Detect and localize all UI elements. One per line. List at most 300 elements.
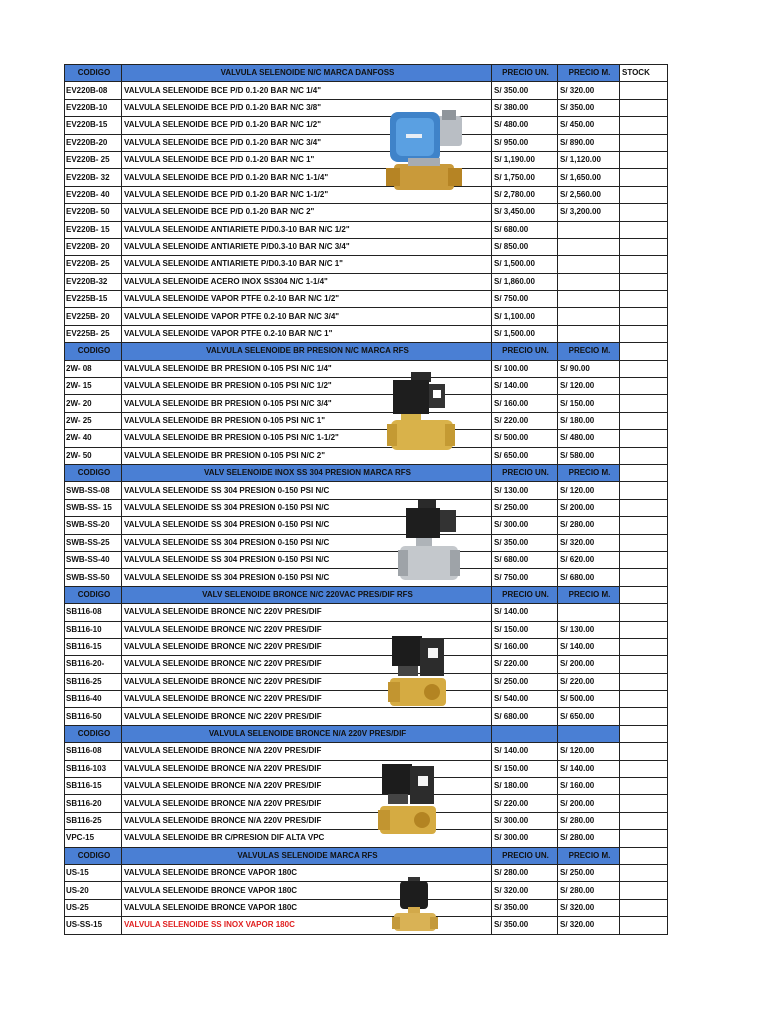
cell-code: SB116-20 bbox=[65, 795, 122, 812]
cell-price-bulk: S/ 500.00 bbox=[558, 691, 620, 708]
cell-description: VALVULA SELENOIDE VAPOR PTFE 0.2-10 BAR N/C 3/4" bbox=[122, 308, 492, 325]
cell-description: VALVULA SELENOIDE BRONCE N/A 220V PRES/DIF bbox=[122, 795, 492, 812]
section-title: VALV SELENOIDE INOX SS 304 PRESION MARCA RFS bbox=[122, 464, 492, 481]
cell-description: VALVULA SELENOIDE BRONCE N/C 220V PRES/DIF bbox=[122, 656, 492, 673]
cell-stock bbox=[620, 134, 668, 151]
cell-price-bulk: S/ 130.00 bbox=[558, 621, 620, 638]
cell-stock bbox=[620, 517, 668, 534]
cell-stock bbox=[620, 482, 668, 499]
cell-stock bbox=[620, 291, 668, 308]
cell-stock bbox=[620, 221, 668, 238]
section-header-row bbox=[65, 343, 668, 360]
table-row bbox=[65, 273, 668, 290]
cell-stock bbox=[620, 621, 668, 638]
cell-price-bulk: S/ 280.00 bbox=[558, 812, 620, 829]
cell-description: VALVULA SELENOIDE SS 304 PRESION 0-150 PSI N/C bbox=[122, 499, 492, 516]
cell-price-bulk bbox=[558, 256, 620, 273]
cell-stock bbox=[620, 691, 668, 708]
cell-code: EV220B- 20 bbox=[65, 238, 122, 255]
table-row bbox=[65, 291, 668, 308]
cell-code: SWB-SS-40 bbox=[65, 551, 122, 568]
cell-price-unit: S/ 750.00 bbox=[492, 569, 558, 586]
cell-code: EV220B-20 bbox=[65, 134, 122, 151]
cell-description: VALVULA SELENOIDE SS 304 PRESION 0-150 PSI N/C bbox=[122, 482, 492, 499]
cell-price-unit: S/ 250.00 bbox=[492, 673, 558, 690]
table-row bbox=[65, 656, 668, 673]
cell-code: VPC-15 bbox=[65, 830, 122, 847]
cell-description: VALVULA SELENOIDE BR PRESION 0-105 PSI N/C 1/2" bbox=[122, 378, 492, 395]
table-row bbox=[65, 864, 668, 881]
cell-code: EV220B- 32 bbox=[65, 169, 122, 186]
header-codigo: CODIGO bbox=[65, 847, 122, 864]
cell-price-bulk: S/ 480.00 bbox=[558, 430, 620, 447]
table-row bbox=[65, 604, 668, 621]
cell-price-bulk: S/ 320.00 bbox=[558, 917, 620, 934]
cell-price-unit: S/ 150.00 bbox=[492, 621, 558, 638]
cell-price-bulk bbox=[558, 238, 620, 255]
danfoss-valve-photo bbox=[386, 108, 466, 194]
header-precio-m: PRECIO M. bbox=[558, 464, 620, 481]
cell-description: VALVULA SELENOIDE SS 304 PRESION 0-150 PSI N/C bbox=[122, 569, 492, 586]
table-row bbox=[65, 99, 668, 116]
cell-price-unit: S/ 1,500.00 bbox=[492, 325, 558, 342]
cell-stock bbox=[620, 378, 668, 395]
table-row bbox=[65, 743, 668, 760]
section-header-row bbox=[65, 847, 668, 864]
cell-stock bbox=[620, 534, 668, 551]
cell-price-unit: S/ 1,860.00 bbox=[492, 273, 558, 290]
cell-price-bulk: S/ 120.00 bbox=[558, 743, 620, 760]
cell-stock bbox=[620, 882, 668, 899]
cell-code: EV220B-08 bbox=[65, 82, 122, 99]
cell-code: EV220B- 25 bbox=[65, 256, 122, 273]
table-row bbox=[65, 551, 668, 568]
cell-price-bulk bbox=[558, 291, 620, 308]
cell-price-unit: S/ 750.00 bbox=[492, 291, 558, 308]
cell-price-bulk: S/ 2,560.00 bbox=[558, 186, 620, 203]
table-row bbox=[65, 499, 668, 516]
header-codigo: CODIGO bbox=[65, 586, 122, 603]
table-row bbox=[65, 534, 668, 551]
table-row bbox=[65, 778, 668, 795]
table-row bbox=[65, 117, 668, 134]
cell-stock bbox=[620, 412, 668, 429]
cell-price-bulk: S/ 280.00 bbox=[558, 517, 620, 534]
cell-description: VALVULA SELENOIDE BRONCE N/A 220V PRES/DIF bbox=[122, 760, 492, 777]
cell-description: VALVULA SELENOIDE BR PRESION 0-105 PSI N/C 3/4" bbox=[122, 395, 492, 412]
header-codigo: CODIGO bbox=[65, 725, 122, 742]
cell-price-unit: S/ 1,750.00 bbox=[492, 169, 558, 186]
header-precio-m: PRECIO M. bbox=[558, 343, 620, 360]
header-precio-m: PRECIO M. bbox=[558, 847, 620, 864]
cell-code: SB116-08 bbox=[65, 604, 122, 621]
header-precio-m: PRECIO M. bbox=[558, 586, 620, 603]
header-stock bbox=[620, 464, 668, 481]
table-row bbox=[65, 447, 668, 464]
cell-description: VALVULA SELENOIDE BCE P/D 0.1-20 BAR N/C 1/4" bbox=[122, 82, 492, 99]
table-row bbox=[65, 812, 668, 829]
cell-price-bulk: S/ 1,120.00 bbox=[558, 151, 620, 168]
table-row bbox=[65, 308, 668, 325]
cell-price-bulk: S/ 650.00 bbox=[558, 708, 620, 725]
cell-code: 2W- 15 bbox=[65, 378, 122, 395]
cell-price-bulk bbox=[558, 325, 620, 342]
cell-price-unit: S/ 280.00 bbox=[492, 864, 558, 881]
cell-description: VALVULA SELENOIDE BRONCE N/C 220V PRES/DIF bbox=[122, 691, 492, 708]
cell-price-unit: S/ 3,450.00 bbox=[492, 204, 558, 221]
cell-code: SWB-SS-08 bbox=[65, 482, 122, 499]
header-precio-m bbox=[558, 725, 620, 742]
cell-stock bbox=[620, 395, 668, 412]
cell-price-unit: S/ 2,780.00 bbox=[492, 186, 558, 203]
cell-description: VALVULA SELENOIDE BR PRESION 0-105 PSI N/C 1" bbox=[122, 412, 492, 429]
cell-code: SB116-10 bbox=[65, 621, 122, 638]
header-precio-m: PRECIO M. bbox=[558, 65, 620, 82]
cell-stock bbox=[620, 430, 668, 447]
cell-price-bulk: S/ 180.00 bbox=[558, 412, 620, 429]
table-row bbox=[65, 238, 668, 255]
section-header-row bbox=[65, 586, 668, 603]
cell-price-unit: S/ 350.00 bbox=[492, 899, 558, 916]
cell-price-unit: S/ 320.00 bbox=[492, 882, 558, 899]
cell-price-unit: S/ 300.00 bbox=[492, 517, 558, 534]
cell-code: SB116-25 bbox=[65, 673, 122, 690]
cell-code: US-SS-15 bbox=[65, 917, 122, 934]
cell-code: EV220B- 40 bbox=[65, 186, 122, 203]
header-precio-un bbox=[492, 725, 558, 742]
cell-price-bulk: S/ 160.00 bbox=[558, 778, 620, 795]
header-stock: STOCK bbox=[620, 65, 668, 82]
cell-price-unit: S/ 480.00 bbox=[492, 117, 558, 134]
table-row bbox=[65, 691, 668, 708]
cell-description: VALVULA SELENOIDE VAPOR PTFE 0.2-10 BAR N/C 1/2" bbox=[122, 291, 492, 308]
header-codigo: CODIGO bbox=[65, 65, 122, 82]
cell-price-unit: S/ 1,190.00 bbox=[492, 151, 558, 168]
table-row bbox=[65, 395, 668, 412]
cell-code: 2W- 25 bbox=[65, 412, 122, 429]
cell-description: VALVULA SELENOIDE SS INOX VAPOR 180C bbox=[122, 917, 492, 934]
cell-stock bbox=[620, 308, 668, 325]
cell-stock bbox=[620, 917, 668, 934]
section-title: VALVULAS SELENOIDE MARCA RFS bbox=[122, 847, 492, 864]
cell-price-bulk bbox=[558, 221, 620, 238]
cell-description: VALVULA SELENOIDE BR C/PRESION DIF ALTA VPC bbox=[122, 830, 492, 847]
cell-description: VALVULA SELENOIDE BRONCE N/C 220V PRES/DIF bbox=[122, 638, 492, 655]
cell-stock bbox=[620, 186, 668, 203]
cell-description: VALVULA SELENOIDE BCE P/D 0.1-20 BAR N/C 3/8" bbox=[122, 99, 492, 116]
brass-valve-photo bbox=[385, 370, 457, 454]
cell-price-bulk: S/ 890.00 bbox=[558, 134, 620, 151]
cell-description: VALVULA SELENOIDE BCE P/D 0.1-20 BAR N/C 1/2" bbox=[122, 117, 492, 134]
cell-stock bbox=[620, 99, 668, 116]
cell-code: EV220B-32 bbox=[65, 273, 122, 290]
cell-description: VALVULA SELENOIDE ANTIARIETE P/D0.3-10 BAR N/C 3/4" bbox=[122, 238, 492, 255]
table-row bbox=[65, 517, 668, 534]
cell-stock bbox=[620, 638, 668, 655]
cell-price-unit: S/ 180.00 bbox=[492, 778, 558, 795]
cell-code: SWB-SS-50 bbox=[65, 569, 122, 586]
section-title: VALVULA SELENOIDE N/C MARCA DANFOSS bbox=[122, 65, 492, 82]
cell-code: 2W- 40 bbox=[65, 430, 122, 447]
cell-price-bulk: S/ 200.00 bbox=[558, 656, 620, 673]
cell-description: VALVULA SELENOIDE BCE P/D 0.1-20 BAR N/C 1-1/2" bbox=[122, 186, 492, 203]
cell-price-bulk: S/ 150.00 bbox=[558, 395, 620, 412]
cell-price-bulk: S/ 3,200.00 bbox=[558, 204, 620, 221]
cell-price-unit: S/ 160.00 bbox=[492, 638, 558, 655]
cell-code: US-20 bbox=[65, 882, 122, 899]
cell-code: SB116-15 bbox=[65, 638, 122, 655]
table-row bbox=[65, 360, 668, 377]
table-row bbox=[65, 134, 668, 151]
table-row bbox=[65, 325, 668, 342]
table-row bbox=[65, 221, 668, 238]
cell-description: VALVULA SELENOIDE BR PRESION 0-105 PSI N/C 1/4" bbox=[122, 360, 492, 377]
cell-price-bulk: S/ 620.00 bbox=[558, 551, 620, 568]
cell-price-bulk: S/ 350.00 bbox=[558, 99, 620, 116]
table-row bbox=[65, 256, 668, 273]
cell-price-bulk: S/ 250.00 bbox=[558, 864, 620, 881]
cell-price-bulk bbox=[558, 308, 620, 325]
brass-nc-valve-photo bbox=[388, 634, 450, 712]
cell-code: SB116-15 bbox=[65, 778, 122, 795]
cell-code: 2W- 08 bbox=[65, 360, 122, 377]
table-row bbox=[65, 638, 668, 655]
cell-code: SWB-SS- 15 bbox=[65, 499, 122, 516]
cell-price-unit: S/ 1,500.00 bbox=[492, 256, 558, 273]
cell-stock bbox=[620, 743, 668, 760]
cell-price-bulk: S/ 120.00 bbox=[558, 482, 620, 499]
cell-price-unit: S/ 300.00 bbox=[492, 830, 558, 847]
cell-description: VALVULA SELENOIDE BRONCE N/A 220V PRES/DIF bbox=[122, 778, 492, 795]
table-row bbox=[65, 204, 668, 221]
brass-na-valve-photo bbox=[378, 762, 440, 840]
cell-price-unit: S/ 380.00 bbox=[492, 99, 558, 116]
cell-price-unit: S/ 680.00 bbox=[492, 708, 558, 725]
header-precio-un: PRECIO UN. bbox=[492, 343, 558, 360]
cell-price-bulk: S/ 320.00 bbox=[558, 899, 620, 916]
cell-code: 2W- 20 bbox=[65, 395, 122, 412]
cell-code: SB116-40 bbox=[65, 691, 122, 708]
cell-description: VALVULA SELENOIDE BRONCE N/C 220V PRES/DIF bbox=[122, 708, 492, 725]
cell-description: VALVULA SELENOIDE BCE P/D 0.1-20 BAR N/C 1" bbox=[122, 151, 492, 168]
table-row bbox=[65, 378, 668, 395]
table-row bbox=[65, 795, 668, 812]
cell-description: VALVULA SELENOIDE BRONCE VAPOR 180C bbox=[122, 899, 492, 916]
cell-description: VALVULA SELENOIDE SS 304 PRESION 0-150 PSI N/C bbox=[122, 534, 492, 551]
cell-code: EV220B- 50 bbox=[65, 204, 122, 221]
cell-price-unit: S/ 130.00 bbox=[492, 482, 558, 499]
cell-description: VALVULA SELENOIDE BRONCE N/C 220V PRES/DIF bbox=[122, 604, 492, 621]
cell-description: VALVULA SELENOIDE SS 304 PRESION 0-150 PSI N/C bbox=[122, 517, 492, 534]
cell-code: EV225B- 25 bbox=[65, 325, 122, 342]
cell-price-bulk: S/ 320.00 bbox=[558, 82, 620, 99]
cell-price-bulk: S/ 140.00 bbox=[558, 760, 620, 777]
cell-stock bbox=[620, 899, 668, 916]
cell-price-unit: S/ 250.00 bbox=[492, 499, 558, 516]
cell-price-unit: S/ 680.00 bbox=[492, 551, 558, 568]
header-precio-un: PRECIO UN. bbox=[492, 464, 558, 481]
cell-description: VALVULA SELENOIDE BCE P/D 0.1-20 BAR N/C 3/4" bbox=[122, 134, 492, 151]
stainless-valve-photo bbox=[398, 500, 460, 584]
cell-price-unit: S/ 300.00 bbox=[492, 812, 558, 829]
section-header-row bbox=[65, 65, 668, 82]
cell-description: VALVULA SELENOIDE BR PRESION 0-105 PSI N/C 1-1/2" bbox=[122, 430, 492, 447]
section-header-row bbox=[65, 725, 668, 742]
cell-price-unit: S/ 150.00 bbox=[492, 760, 558, 777]
header-precio-un: PRECIO UN. bbox=[492, 586, 558, 603]
cell-price-bulk: S/ 120.00 bbox=[558, 378, 620, 395]
cell-code: EV220B- 15 bbox=[65, 221, 122, 238]
cell-stock bbox=[620, 238, 668, 255]
cell-price-unit: S/ 350.00 bbox=[492, 917, 558, 934]
table-row bbox=[65, 830, 668, 847]
cell-price-bulk: S/ 90.00 bbox=[558, 360, 620, 377]
cell-price-unit: S/ 220.00 bbox=[492, 795, 558, 812]
cell-code: SB116-25 bbox=[65, 812, 122, 829]
cell-price-bulk: S/ 200.00 bbox=[558, 795, 620, 812]
cell-price-bulk: S/ 320.00 bbox=[558, 534, 620, 551]
table-row bbox=[65, 569, 668, 586]
cell-stock bbox=[620, 760, 668, 777]
cell-code: US-15 bbox=[65, 864, 122, 881]
cell-price-unit: S/ 220.00 bbox=[492, 412, 558, 429]
cell-price-unit: S/ 140.00 bbox=[492, 604, 558, 621]
cell-stock bbox=[620, 273, 668, 290]
cell-description: VALVULA SELENOIDE ANTIARIETE P/D0.3-10 BAR N/C 1/2" bbox=[122, 221, 492, 238]
cell-stock bbox=[620, 117, 668, 134]
cell-price-unit: S/ 850.00 bbox=[492, 238, 558, 255]
cell-code: EV220B-15 bbox=[65, 117, 122, 134]
table-row bbox=[65, 186, 668, 203]
table-row bbox=[65, 882, 668, 899]
cell-stock bbox=[620, 447, 668, 464]
table-row bbox=[65, 917, 668, 934]
cell-code: US-25 bbox=[65, 899, 122, 916]
header-codigo: CODIGO bbox=[65, 343, 122, 360]
cell-code: SWB-SS-25 bbox=[65, 534, 122, 551]
cell-price-unit: S/ 500.00 bbox=[492, 430, 558, 447]
cell-price-unit: S/ 650.00 bbox=[492, 447, 558, 464]
table-row bbox=[65, 412, 668, 429]
cell-code: SB116-20- bbox=[65, 656, 122, 673]
cell-price-unit: S/ 950.00 bbox=[492, 134, 558, 151]
cell-price-unit: S/ 220.00 bbox=[492, 656, 558, 673]
cell-code: EV225B-15 bbox=[65, 291, 122, 308]
cell-price-unit: S/ 350.00 bbox=[492, 82, 558, 99]
cell-price-bulk: S/ 140.00 bbox=[558, 638, 620, 655]
cell-stock bbox=[620, 499, 668, 516]
cell-stock bbox=[620, 708, 668, 725]
cell-price-bulk: S/ 680.00 bbox=[558, 569, 620, 586]
cell-stock bbox=[620, 569, 668, 586]
cell-description: VALVULA SELENOIDE BRONCE VAPOR 180C bbox=[122, 864, 492, 881]
cell-stock bbox=[620, 812, 668, 829]
header-stock bbox=[620, 343, 668, 360]
cell-code: EV225B- 20 bbox=[65, 308, 122, 325]
cell-price-unit: S/ 140.00 bbox=[492, 378, 558, 395]
table-row bbox=[65, 708, 668, 725]
cell-price-bulk bbox=[558, 604, 620, 621]
steam-valve-photo bbox=[392, 877, 438, 935]
cell-stock bbox=[620, 864, 668, 881]
cell-stock bbox=[620, 604, 668, 621]
cell-code: EV220B- 25 bbox=[65, 151, 122, 168]
cell-price-unit: S/ 680.00 bbox=[492, 221, 558, 238]
header-precio-un: PRECIO UN. bbox=[492, 847, 558, 864]
cell-price-unit: S/ 140.00 bbox=[492, 743, 558, 760]
cell-stock bbox=[620, 656, 668, 673]
cell-code: EV220B-10 bbox=[65, 99, 122, 116]
cell-description: VALVULA SELENOIDE BRONCE N/A 220V PRES/DIF bbox=[122, 743, 492, 760]
header-codigo: CODIGO bbox=[65, 464, 122, 481]
section-header-row bbox=[65, 464, 668, 481]
table-row bbox=[65, 82, 668, 99]
cell-price-bulk: S/ 280.00 bbox=[558, 882, 620, 899]
cell-price-unit: S/ 540.00 bbox=[492, 691, 558, 708]
table-row bbox=[65, 482, 668, 499]
price-list-table bbox=[64, 64, 668, 935]
cell-price-bulk: S/ 220.00 bbox=[558, 673, 620, 690]
header-stock bbox=[620, 586, 668, 603]
table-row bbox=[65, 899, 668, 916]
cell-price-unit: S/ 1,100.00 bbox=[492, 308, 558, 325]
cell-price-bulk: S/ 580.00 bbox=[558, 447, 620, 464]
cell-stock bbox=[620, 325, 668, 342]
cell-price-bulk: S/ 280.00 bbox=[558, 830, 620, 847]
section-title: VALVULA SELENOIDE BR PRESION N/C MARCA RFS bbox=[122, 343, 492, 360]
cell-description: VALVULA SELENOIDE BR PRESION 0-105 PSI N/C 2" bbox=[122, 447, 492, 464]
cell-code: 2W- 50 bbox=[65, 447, 122, 464]
cell-price-bulk: S/ 450.00 bbox=[558, 117, 620, 134]
cell-code: SB116-08 bbox=[65, 743, 122, 760]
cell-stock bbox=[620, 169, 668, 186]
cell-description: VALVULA SELENOIDE ACERO INOX SS304 N/C 1-1/4" bbox=[122, 273, 492, 290]
cell-price-unit: S/ 350.00 bbox=[492, 534, 558, 551]
cell-description: VALVULA SELENOIDE VAPOR PTFE 0.2-10 BAR N/C 1" bbox=[122, 325, 492, 342]
cell-stock bbox=[620, 360, 668, 377]
table-row bbox=[65, 621, 668, 638]
cell-stock bbox=[620, 82, 668, 99]
header-stock bbox=[620, 725, 668, 742]
cell-price-bulk bbox=[558, 273, 620, 290]
cell-description: VALVULA SELENOIDE BCE P/D 0.1-20 BAR N/C 2" bbox=[122, 204, 492, 221]
cell-stock bbox=[620, 795, 668, 812]
cell-description: VALVULA SELENOIDE BRONCE N/C 220V PRES/DIF bbox=[122, 621, 492, 638]
section-title: VALV SELENOIDE BRONCE N/C 220VAC PRES/DIF RFS bbox=[122, 586, 492, 603]
table-row bbox=[65, 430, 668, 447]
cell-price-unit: S/ 100.00 bbox=[492, 360, 558, 377]
cell-stock bbox=[620, 778, 668, 795]
table-row bbox=[65, 760, 668, 777]
cell-description: VALVULA SELENOIDE ANTIARIETE P/D0.3-10 BAR N/C 1" bbox=[122, 256, 492, 273]
header-stock bbox=[620, 847, 668, 864]
cell-stock bbox=[620, 673, 668, 690]
table-row bbox=[65, 151, 668, 168]
cell-stock bbox=[620, 256, 668, 273]
cell-code: SB116-50 bbox=[65, 708, 122, 725]
cell-price-bulk: S/ 200.00 bbox=[558, 499, 620, 516]
header-precio-un: PRECIO UN. bbox=[492, 65, 558, 82]
cell-price-bulk: S/ 1,650.00 bbox=[558, 169, 620, 186]
cell-price-unit: S/ 160.00 bbox=[492, 395, 558, 412]
cell-description: VALVULA SELENOIDE BRONCE VAPOR 180C bbox=[122, 882, 492, 899]
cell-description: VALVULA SELENOIDE BCE P/D 0.1-20 BAR N/C 1-1/4" bbox=[122, 169, 492, 186]
cell-code: SWB-SS-20 bbox=[65, 517, 122, 534]
cell-description: VALVULA SELENOIDE BRONCE N/A 220V PRES/DIF bbox=[122, 812, 492, 829]
section-title: VALVULA SELENOIDE BRONCE N/A 220V PRES/DIF bbox=[122, 725, 492, 742]
cell-stock bbox=[620, 551, 668, 568]
cell-stock bbox=[620, 204, 668, 221]
